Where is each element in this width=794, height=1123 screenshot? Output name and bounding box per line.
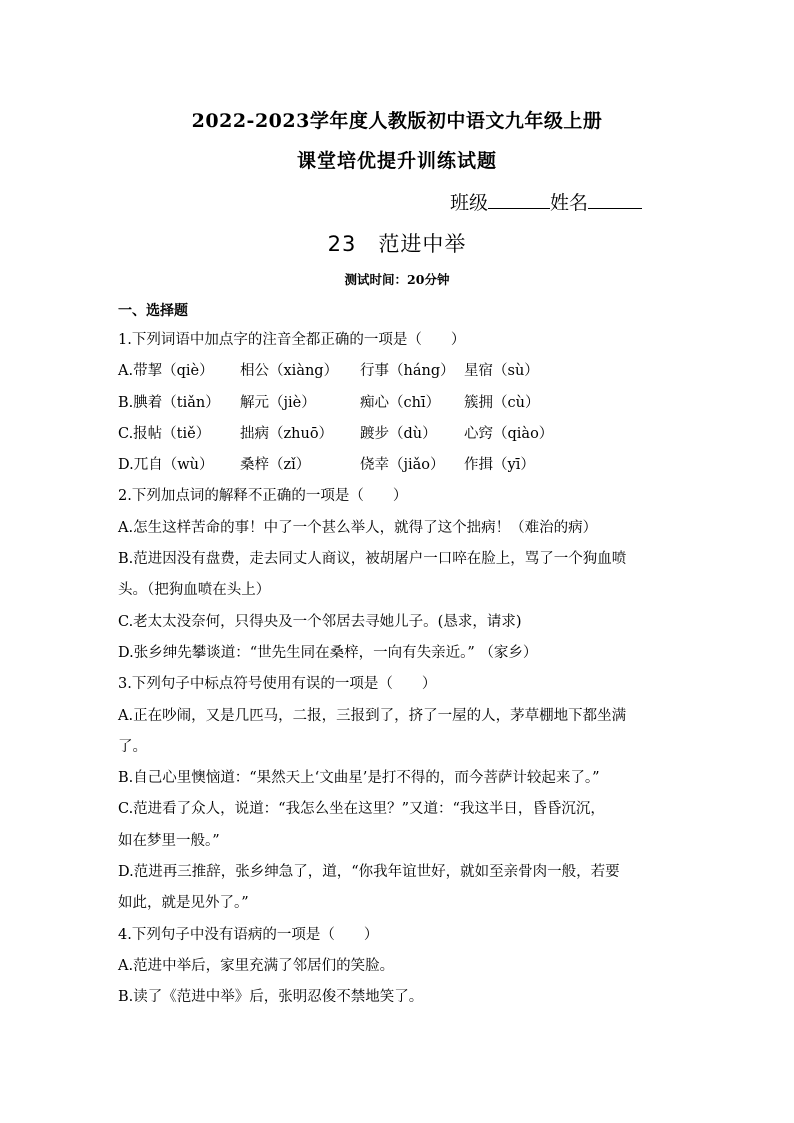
q1-option-item: D.兀自（wù） — [118, 457, 214, 474]
q1-option-row — [118, 392, 688, 423]
test-time: 测试时间：20分钟 — [344, 272, 450, 287]
q1-option-row — [118, 360, 688, 391]
q3-option-b: B.自己心里懊恼道：“果然天上‘文曲星’是打不得的，而今菩萨计较起来了。” — [118, 770, 600, 787]
q1-option-item: C.报帖（tiě） — [118, 425, 211, 442]
q3-option-c-cont: 如在梦里一般。” — [118, 832, 220, 849]
q1-option-item: 解元（jiè） — [240, 394, 316, 411]
class-blank[interactable] — [488, 190, 550, 209]
q1-option-item: 痴心（chī） — [360, 394, 441, 411]
q2-option-b-cont: 头。（把狗血喷在头上） — [118, 582, 271, 599]
q1-option-item: A.带挈（qiè） — [118, 363, 214, 380]
q1-stem: 1.下列词语中加点字的注音全都正确的一项是（ ） — [118, 332, 466, 348]
q1-option-item: B.腆着（tiǎn） — [118, 394, 220, 411]
q1-option-item: 桑梓（zǐ） — [240, 457, 311, 474]
section-title: 一、选择题 — [118, 303, 188, 319]
q1-option-row — [118, 454, 688, 485]
q1-option-item: 作揖（yī） — [464, 457, 535, 474]
class-label: 班级 — [450, 192, 489, 214]
q1-option-item: 踱步（dù） — [360, 425, 437, 442]
class-name-line — [450, 188, 642, 215]
q2-option-b: B.范进因没有盘费，走去同丈人商议，被胡屠户一口啐在脸上，骂了一个狗血喷 — [118, 551, 627, 568]
q2-stem: 2.下列加点词的解释不正确的一项是（ ） — [118, 488, 408, 505]
q2-option-c: C.老太太没奈何，只得央及一个邻居去寻她儿子。(恳求，请求) — [118, 613, 522, 630]
q1-option-item: 心窍（qiào） — [464, 425, 554, 442]
name-label: 姓名 — [550, 192, 589, 214]
q4-option-a: A.范进中举后，家里充满了邻居们的笑脸。 — [118, 957, 395, 974]
name-blank[interactable] — [588, 190, 642, 209]
lesson-heading — [0, 228, 794, 258]
q1-option-item: 相公（xiàng） — [240, 363, 339, 380]
q3-option-d: D.范进再三推辞，张乡绅急了，道，“你我年谊世好，就如至亲骨肉一般，若要 — [118, 864, 620, 881]
q1-option-row — [118, 423, 688, 454]
q3-option-a: A.正在吵闹，又是几匹马，二报，三报到了，挤了一屋的人，茅草棚地下都坐满 — [118, 707, 627, 724]
q3-option-c: C.范进看了众人，说道：“我怎么坐在这里？”又道：“我这半日，昏昏沉沉， — [118, 801, 605, 818]
q1-option-item: 星宿（sù） — [464, 363, 539, 380]
q1-option-item: 侥幸（jiǎo） — [360, 457, 445, 474]
exam-subtitle: 课堂培优提升训练试题 — [296, 150, 497, 172]
q4-option-b: B.读了《范进中举》后，张明忍俊不禁地笑了。 — [118, 989, 424, 1006]
q1-option-item: 行事（háng） — [360, 363, 455, 380]
q3-option-a-cont: 了。 — [118, 738, 147, 755]
lesson-title: 范进中举 — [378, 232, 467, 256]
questions — [118, 329, 688, 1018]
q4-stem: 4.下列句子中没有语病的一项是（ ） — [118, 926, 379, 943]
q3-option-d-cont: 如此，就是见外了。” — [118, 895, 249, 912]
q2-option-d: D.张乡绅先攀谈道：“世先生同在桑梓，一向有失亲近。” （家乡） — [118, 644, 538, 661]
q1-option-item: 簇拥（cù） — [464, 394, 540, 411]
q2-option-a: A.怎生这样苦命的事！中了一个甚么举人，就得了这个拙病！（难治的病） — [118, 519, 598, 536]
q1-option-item: 拙病（zhuō） — [240, 425, 334, 442]
lesson-number: 23 — [327, 232, 357, 256]
q3-stem: 3.下列句子中标点符号使用有误的一项是（ ） — [118, 676, 437, 693]
exam-title: 2022-2023学年度人教版初中语文九年级上册 — [191, 110, 603, 132]
